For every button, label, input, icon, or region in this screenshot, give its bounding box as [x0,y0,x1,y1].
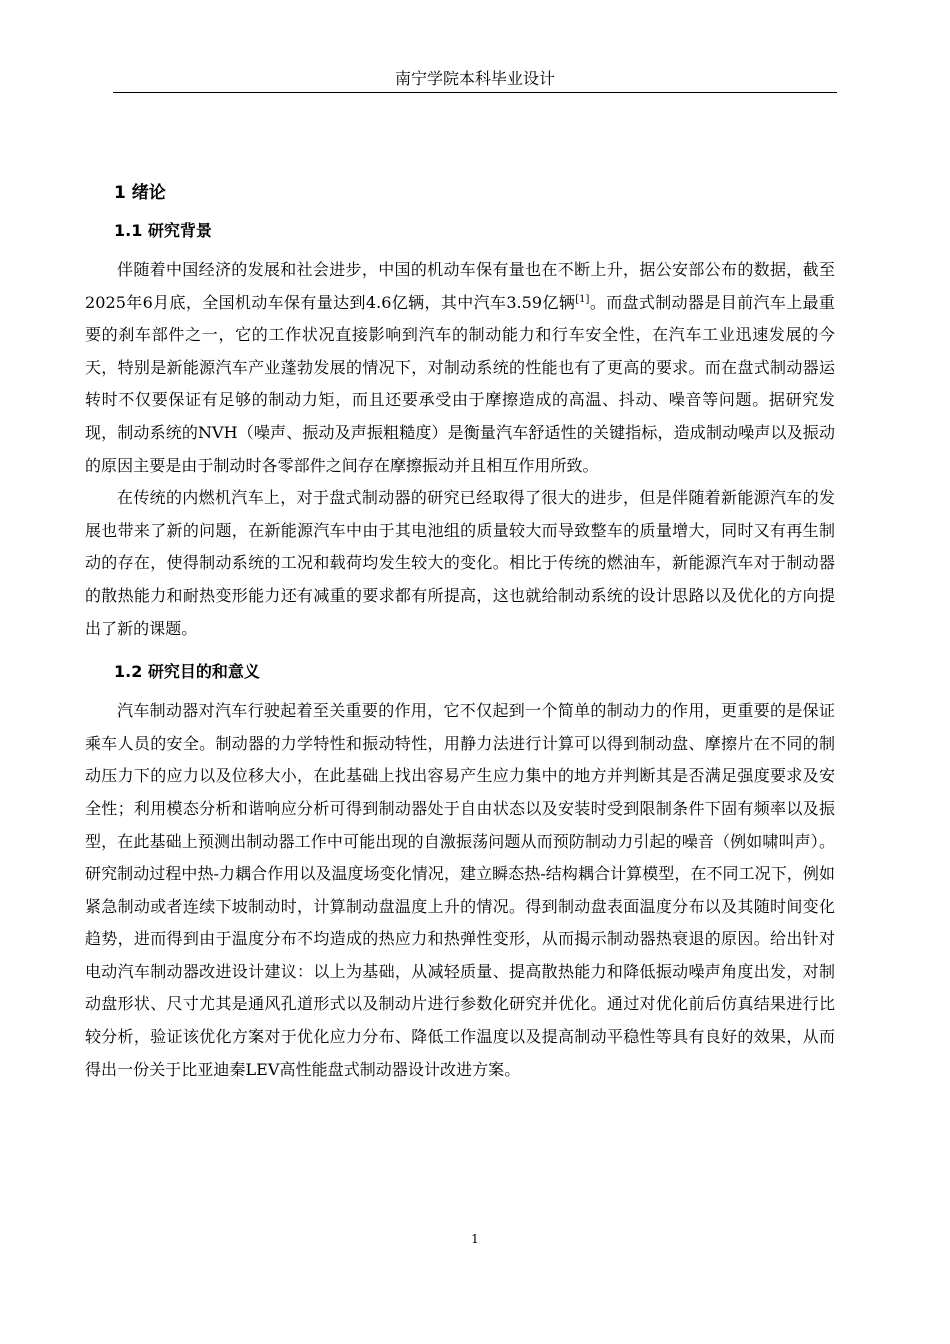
paragraph-purpose-1: 汽车制动器对汽车行驶起着至关重要的作用，它不仅起到一个简单的制动力的作用，更重要的是保证乘车人员的安全。制动器的力学特性和振动特性，用静力法进行计算可以得到制动盘、摩擦片在不同的制动压力下的应力以及位移大小，在此基础上找出容易产生应力集中的地方并判断其是否满足强度要求及安全性；利用模态分析和谐响应分析可得到制动器处于自由状态以及安装时受到限制条件下固有频率以及振型，在此基础上预测出制动器工作中可能出现的自激振荡问题从而预防制动力引起的噪音（例如啸叫声）。研究制动过程中热-力耦合作用以及温度场变化情况，建立瞬态热-结构耦合计算模型，在不同工况下，例如紧急制动或者连续下坡制动时，计算制动盘温度上升的情况。得到制动盘表面温度分布以及其随时间变化趋势，进而得到由于温度分布不均造成的热应力和热弹性变形，从而揭示制动器热衰退的原因。给出针对电动汽车制动器改进设计建议：以上为基础，从减轻质量、提高散热能力和降低振动噪声角度出发，对制动盘形状、尺寸尤其是通风孔道形式以及制动片进行参数化研究并优化。通过对优化前后仿真结果进行比较分析，验证该优化方案对于优化应力分布、降低工作温度以及提高制动平稳性等具有良好的效果，从而得出一份关于比亚迪秦LEV高性能盘式制动器设计改进方案。 [85,701,835,1079]
paragraph-background-1 [85,254,835,482]
page-body [85,176,835,1086]
paragraph-background-2: 在传统的内燃机汽车上，对于盘式制动器的研究已经取得了很大的进步，但是伴随着新能源汽车的发展也带来了新的问题，在新能源汽车中由于其电池组的质量较大而导致整车的质量增大，同时又有再生制动的存在，使得制动系统的工况和载荷均发生较大的变化。相比于传统的燃油车，新能源汽车对于制动器的散热能力和耐热变形能力还有减重的要求都有所提高，这也就给制动系统的设计思路以及优化的方向提出了新的课题。 [85,488,835,638]
section-title-1-1: 1.1 研究背景 [114,221,212,240]
header-rule [113,92,837,93]
chapter-title: 1 绪论 [114,183,166,203]
running-header: 南宁学院本科毕业设计 [394,69,555,88]
paragraph-text: 。而盘式制动器是目前汽车上最重要的刹车部件之一，它的工作状况直接影响到汽车的制动能力和行车安全性，在汽车工业迅速发展的今天，特别是新能源汽车产业蓬勃发展的情况下，对制动系统的性能也有了更高的要求。而在盘式制动器运转时不仅要保证有足够的制动力矩，而且还要承受由于摩擦造成的高温、抖动、噪音等问题。据研究发现，制动系统的NVH（噪声、振动及声振粗糙度）是衡量汽车舒适性的关键指标，造成制动噪声以及振动的原因主要是由于制动时各零部件之间存在摩擦振动并且相互作用所致。 [85,292,835,475]
section-title-1-2: 1.2 研究目的和意义 [114,662,260,682]
citation-ref[interactable]: [1] [575,293,590,305]
page-number: 1 [471,1232,479,1246]
paragraph-text: 伴随着中国经济的发展和社会进步，中国的机动车保有量也在不断上升，据公安部公布的数据，截至2025年6月底，全国机动车保有量达到4.6亿辆，其中汽车3.59亿辆 [85,260,835,312]
